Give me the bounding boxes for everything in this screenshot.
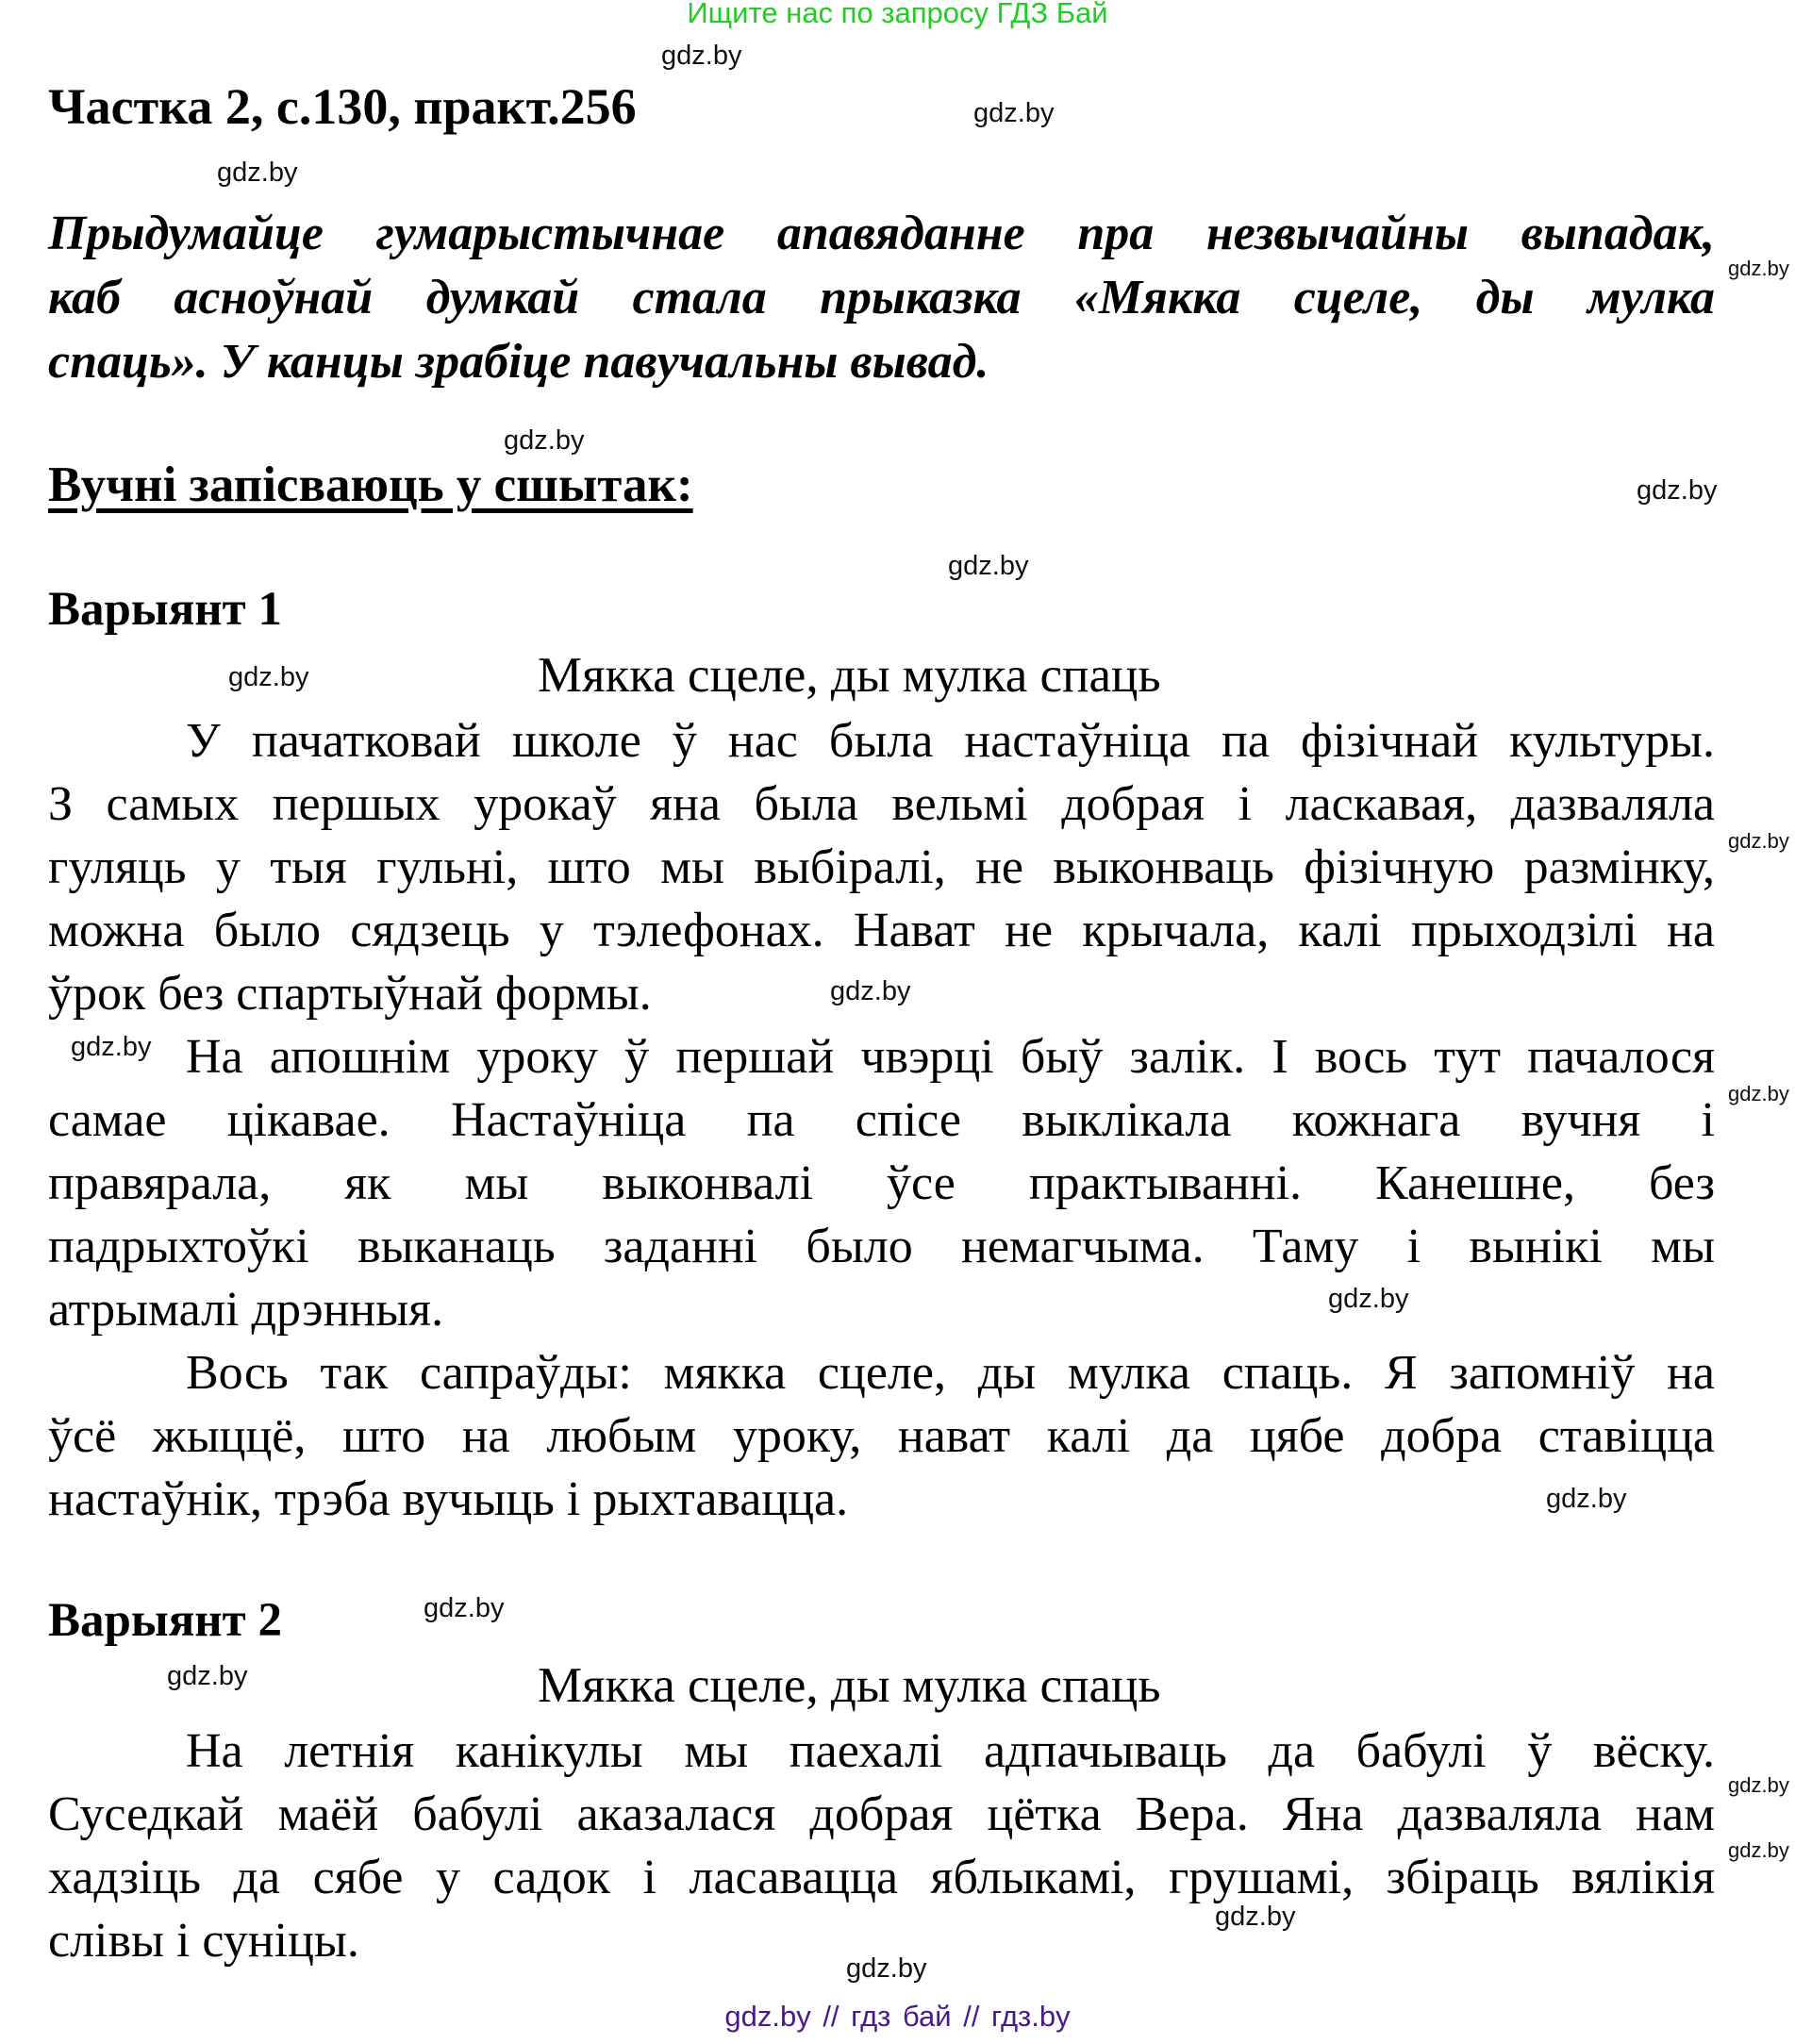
text-line: самае цікавае. Настаўніца па спісе выклікала кожнага вучня і <box>48 1093 1715 1147</box>
text-line: правярала, як мы выконвалі ўсе практыванні. Канешне, без <box>48 1156 1715 1210</box>
watermark: gdz.by <box>973 98 1055 128</box>
text-line: можна было сядзець у тэлефонах. Нават не крычала, калі прыходзілі на <box>48 904 1715 957</box>
watermark: gdz.by <box>1546 1484 1627 1514</box>
search-hint-link[interactable]: Ищите нас по запросу ГДЗ Бай <box>687 0 1108 29</box>
text-line: атрымалі дрэнныя. <box>48 1283 444 1337</box>
watermark: gdz.by <box>217 158 298 188</box>
text-line: гуляць у тыя гульні, што мы выбіралі, не выконваць фізічную размінку, <box>48 840 1715 894</box>
watermark: gdz.by <box>846 1953 927 1984</box>
text-line: настаўнік, трэба вучыць і рыхтавацца. <box>48 1472 849 1526</box>
watermark: gdz.by <box>71 1032 152 1062</box>
page-title: Частка 2, с.130, практ.256 <box>48 78 637 135</box>
variant-2-label: Варыянт 2 <box>48 1594 282 1647</box>
task-line: спаць». У канцы зрабіце павучальны вывад. <box>48 335 989 389</box>
watermark: gdz.by <box>661 41 742 71</box>
text-line: Вось так сапраўды: мякка сцеле, ды мулка спаць. Я запомніў на <box>186 1346 1715 1400</box>
task-text <box>48 202 1715 394</box>
subheading: Вучні запісваюць у сшытак: <box>48 457 693 512</box>
text-line: З самых першых урокаў яна была вельмі добрая і ласкавая, дазваляла <box>48 777 1715 831</box>
watermark: gdz.by <box>1728 1838 1789 1862</box>
watermark: gdz.by <box>504 425 585 456</box>
footer-links[interactable]: gdz.by // гдз бай // гдз.by <box>724 2000 1071 2033</box>
text-line: У пачатковай школе ў нас была настаўніца па фізічнай культуры. <box>186 714 1715 768</box>
text-line: На апошнім уроку ў першай чвэрці быў залік. І вось тут пачалося <box>186 1030 1715 1084</box>
watermark: gdz.by <box>1728 257 1789 280</box>
watermark: gdz.by <box>424 1593 505 1623</box>
task-line: каб асноўнай думкай стала прыказка «Мякка сцеле, ды мулка <box>48 271 1715 324</box>
text-line: Суседкай маёй бабулі аказалася добрая цётка Вера. Яна дазваляла нам <box>48 1787 1715 1841</box>
watermark: gdz.by <box>1728 1773 1789 1797</box>
watermark: gdz.by <box>830 976 911 1006</box>
variant-1-paragraph <box>48 709 1715 1531</box>
watermark: gdz.by <box>1637 475 1718 506</box>
text-line: На летнія канікулы мы паехалі адпачываць да бабулі ў вёску. <box>186 1724 1715 1778</box>
text-line: падрыхтоўкі выканаць заданні было немагчыма. Таму і вынікі мы <box>48 1220 1715 1273</box>
variant-1-story-title: Мякка сцеле, ды мулка спаць <box>538 648 1161 703</box>
watermark: gdz.by <box>948 551 1029 581</box>
text-line: ўсё жыццё, што на любым уроку, нават калі да цябе добра ставіцца <box>48 1409 1715 1463</box>
watermark: gdz.by <box>1328 1284 1409 1314</box>
task-line: Прыдумайце гумарыстычнае апавяданне пра незвычайны выпадак, <box>48 207 1715 260</box>
text-line: слівы і суніцы. <box>48 1914 359 1968</box>
text-line: ўрок без спартыўнай формы. <box>48 967 652 1021</box>
watermark: gdz.by <box>167 1661 248 1691</box>
watermark: gdz.by <box>1728 1082 1789 1105</box>
text-line: хадзіць да сябе у садок і ласавацца яблыкамі, грушамі, збіраць вялікія <box>48 1851 1715 1904</box>
variant-2-story-title: Мякка сцеле, ды мулка спаць <box>538 1658 1161 1713</box>
watermark: gdz.by <box>1728 829 1789 853</box>
watermark: gdz.by <box>1215 1902 1296 1932</box>
variant-1-label: Варыянт 1 <box>48 583 282 636</box>
variant-2-paragraph <box>48 1720 1715 1972</box>
watermark: gdz.by <box>228 662 309 692</box>
